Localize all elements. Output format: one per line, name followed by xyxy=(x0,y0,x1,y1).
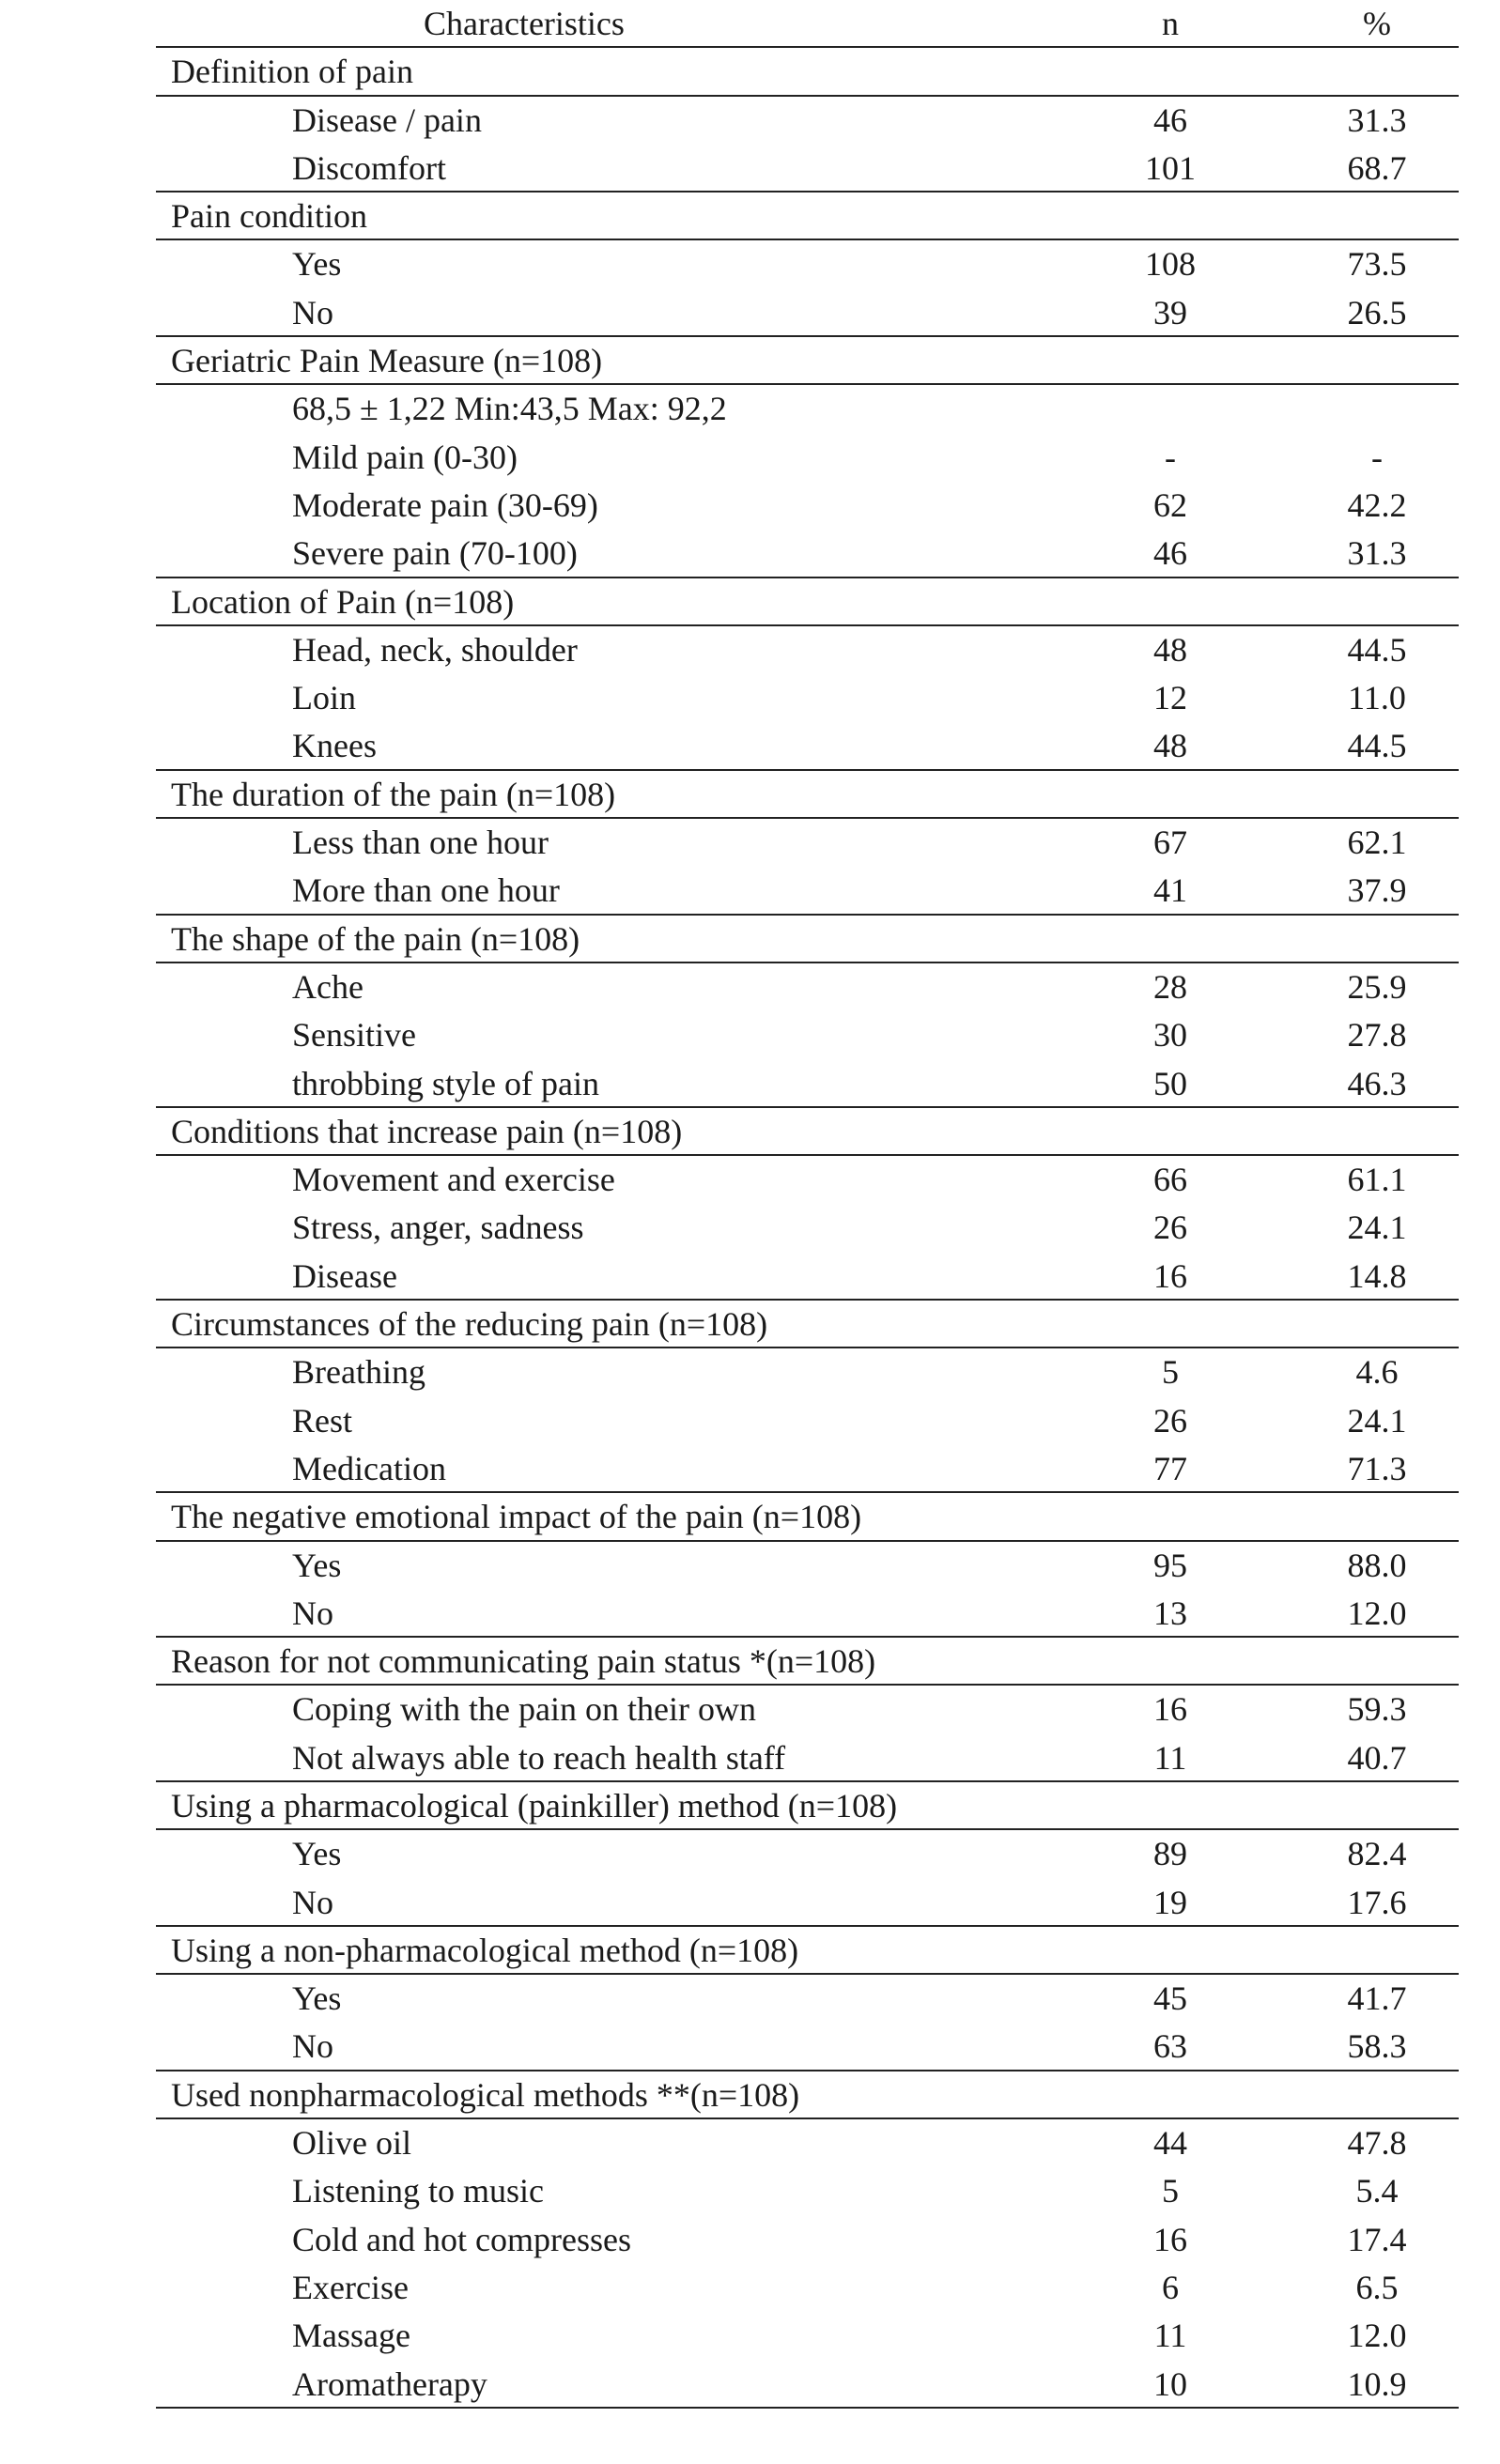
table-row xyxy=(156,530,1459,578)
section-header-row xyxy=(156,2071,1459,2119)
row-label: throbbing style of pain xyxy=(292,1064,599,1102)
row-percent-value: 40.7 xyxy=(1347,1738,1407,1777)
section-title: Using a pharmacological (painkiller) method (n=108) xyxy=(171,1786,898,1825)
row-percent-value: 12.0 xyxy=(1347,1594,1407,1632)
section-header-row xyxy=(156,1927,1459,1975)
row-percent-value: 17.6 xyxy=(1347,1883,1407,1921)
header-characteristics: Characteristics xyxy=(424,5,625,42)
row-label: Sensitive xyxy=(292,1016,416,1055)
row-n-value: 13 xyxy=(1153,1594,1187,1632)
row-label: Exercise xyxy=(292,2268,409,2306)
row-percent-value: 24.1 xyxy=(1347,1401,1407,1440)
row-percent-value: - xyxy=(1371,438,1383,476)
row-label: Mild pain (0-30) xyxy=(292,438,518,476)
table-row xyxy=(156,1011,1459,1059)
section-title: Geriatric Pain Measure (n=108) xyxy=(171,342,603,380)
table-row xyxy=(156,1397,1459,1445)
section-title: Reason for not communicating pain status *(n=108) xyxy=(171,1642,876,1681)
row-label: Not always able to reach health staff xyxy=(292,1738,786,1777)
row-percent-value: 4.6 xyxy=(1355,1353,1399,1392)
row-percent-value: 82.4 xyxy=(1347,1835,1407,1873)
row-label: Listening to music xyxy=(292,2172,544,2210)
table-row xyxy=(156,819,1459,867)
table-row xyxy=(156,482,1459,530)
section-header-row xyxy=(156,1108,1459,1156)
row-percent-value: 61.1 xyxy=(1347,1161,1407,1199)
row-n-value: 10 xyxy=(1153,2364,1187,2403)
row-percent-value: 10.9 xyxy=(1347,2364,1407,2403)
row-percent-value: 17.4 xyxy=(1347,2220,1407,2258)
row-n-value: 46 xyxy=(1153,100,1187,139)
table-row xyxy=(156,434,1459,482)
row-percent-value: 14.8 xyxy=(1347,1256,1407,1295)
table-row xyxy=(156,385,1459,433)
table-row xyxy=(156,1542,1459,1590)
table-row xyxy=(156,289,1459,337)
row-label: Cold and hot compresses xyxy=(292,2220,631,2258)
table-row xyxy=(156,2264,1459,2312)
row-n-value: 39 xyxy=(1153,293,1187,331)
section-title: The duration of the pain (n=108) xyxy=(171,775,616,813)
row-label: Disease xyxy=(292,1256,397,1295)
table-row xyxy=(156,1253,1459,1301)
section-header-row xyxy=(156,1782,1459,1830)
row-label: Rest xyxy=(292,1401,353,1440)
row-percent-value: 24.1 xyxy=(1347,1209,1407,1247)
row-percent-value: 31.3 xyxy=(1347,534,1407,573)
table-row xyxy=(156,867,1459,915)
row-n-value: 11 xyxy=(1153,1738,1187,1777)
section-header-row xyxy=(156,916,1459,963)
row-label: Loin xyxy=(292,679,356,717)
row-label: Ache xyxy=(292,967,363,1006)
row-label: Moderate pain (30-69) xyxy=(292,485,598,524)
row-percent-value: 26.5 xyxy=(1347,293,1407,331)
table-row xyxy=(156,2167,1459,2215)
table-row xyxy=(156,2023,1459,2071)
table-row xyxy=(156,240,1459,288)
pain-characteristics-table xyxy=(156,0,1459,2409)
row-label: Disease / pain xyxy=(292,100,482,139)
row-label: Discomfort xyxy=(292,148,446,187)
row-label: Massage xyxy=(292,2317,410,2355)
table-row xyxy=(156,1060,1459,1108)
table-row xyxy=(156,963,1459,1011)
row-n-value: 28 xyxy=(1153,967,1187,1006)
row-label: No xyxy=(292,293,333,331)
table-row xyxy=(156,1590,1459,1638)
row-label: Knees xyxy=(292,727,377,765)
row-percent-value: 42.2 xyxy=(1347,485,1407,524)
row-label: Stress, anger, sadness xyxy=(292,1209,584,1247)
section-header-row xyxy=(156,48,1459,96)
table-row xyxy=(156,722,1459,770)
row-n-value: 66 xyxy=(1153,1161,1187,1199)
row-label: Olive oil xyxy=(292,2124,411,2163)
row-label: Movement and exercise xyxy=(292,1161,615,1199)
row-n-value: 67 xyxy=(1153,824,1187,862)
row-label: Breathing xyxy=(292,1353,425,1392)
table-body xyxy=(156,48,1459,2409)
table-row xyxy=(156,97,1459,145)
section-title: The shape of the pain (n=108) xyxy=(171,919,580,958)
section-header-row xyxy=(156,1638,1459,1686)
row-n-value: 48 xyxy=(1153,630,1187,669)
section-title: Used nonpharmacological methods **(n=108) xyxy=(171,2075,800,2114)
section-header-row xyxy=(156,578,1459,626)
row-n-value: 16 xyxy=(1153,1256,1187,1295)
table-row xyxy=(156,1156,1459,1204)
row-percent-value: 25.9 xyxy=(1347,967,1407,1006)
section-title: Circumstances of the reducing pain (n=108) xyxy=(171,1305,768,1344)
row-label: Yes xyxy=(292,245,342,284)
header-n: n xyxy=(1162,5,1179,42)
row-n-value: 16 xyxy=(1153,1690,1187,1729)
section-title: Definition of pain xyxy=(171,53,413,91)
table-row xyxy=(156,1686,1459,1733)
row-n-value: 108 xyxy=(1145,245,1196,284)
row-n-value: 12 xyxy=(1153,679,1187,717)
row-n-value: 45 xyxy=(1153,1979,1187,2018)
section-header-row xyxy=(156,771,1459,819)
row-label: Less than one hour xyxy=(292,824,549,862)
row-percent-value: 5.4 xyxy=(1355,2172,1399,2210)
row-percent-value: 73.5 xyxy=(1347,245,1407,284)
table-row xyxy=(156,2216,1459,2264)
row-n-value: 77 xyxy=(1153,1449,1187,1487)
section-header-row xyxy=(156,1493,1459,1541)
row-n-value: 48 xyxy=(1153,727,1187,765)
row-n-value: 62 xyxy=(1153,485,1187,524)
table-row xyxy=(156,2119,1459,2167)
row-label: 68,5 ± 1,22 Min:43,5 Max: 92,2 xyxy=(292,390,727,428)
row-n-value: 46 xyxy=(1153,534,1187,573)
row-percent-value: 27.8 xyxy=(1347,1016,1407,1055)
table-row xyxy=(156,626,1459,674)
section-header-row xyxy=(156,192,1459,240)
row-n-value: 101 xyxy=(1145,148,1196,187)
row-percent-value: 47.8 xyxy=(1347,2124,1407,2163)
table-header xyxy=(156,0,1459,48)
row-n-value: 95 xyxy=(1153,1546,1187,1584)
row-n-value: 16 xyxy=(1153,2220,1187,2258)
row-percent-value: 62.1 xyxy=(1347,824,1407,862)
table-row xyxy=(156,145,1459,192)
row-percent-value: 11.0 xyxy=(1348,679,1406,717)
row-n-value: 19 xyxy=(1153,1883,1187,1921)
row-percent-value: 68.7 xyxy=(1347,148,1407,187)
row-label: Yes xyxy=(292,1979,342,2018)
section-title: Using a non-pharmacological method (n=108) xyxy=(171,1931,799,1969)
row-percent-value: 88.0 xyxy=(1347,1546,1407,1584)
row-n-value: 5 xyxy=(1162,2172,1179,2210)
row-percent-value: 37.9 xyxy=(1347,871,1407,910)
table-row xyxy=(156,2361,1459,2409)
table-row xyxy=(156,1348,1459,1396)
row-percent-value: 41.7 xyxy=(1347,1979,1407,2018)
row-percent-value: 44.5 xyxy=(1347,727,1407,765)
table-row xyxy=(156,1734,1459,1782)
table-row xyxy=(156,2312,1459,2360)
row-n-value: 63 xyxy=(1153,2027,1187,2066)
row-label: Aromatherapy xyxy=(292,2364,487,2403)
table-row xyxy=(156,1975,1459,2023)
row-label: No xyxy=(292,2027,333,2066)
row-n-value: - xyxy=(1165,438,1176,476)
section-title: Pain condition xyxy=(171,197,367,236)
row-label: Severe pain (70-100) xyxy=(292,534,578,573)
row-n-value: 44 xyxy=(1153,2124,1187,2163)
row-percent-value: 31.3 xyxy=(1347,100,1407,139)
table-row xyxy=(156,674,1459,722)
row-n-value: 89 xyxy=(1153,1835,1187,1873)
row-label: Yes xyxy=(292,1546,342,1584)
section-header-row xyxy=(156,1301,1459,1348)
row-label: No xyxy=(292,1883,333,1921)
row-label: Coping with the pain on their own xyxy=(292,1690,756,1729)
row-percent-value: 58.3 xyxy=(1347,2027,1407,2066)
row-label: Head, neck, shoulder xyxy=(292,630,578,669)
row-label: No xyxy=(292,1594,333,1632)
row-percent-value: 59.3 xyxy=(1347,1690,1407,1729)
table-row xyxy=(156,1445,1459,1493)
row-n-value: 41 xyxy=(1153,871,1187,910)
row-n-value: 30 xyxy=(1153,1016,1187,1055)
table-row xyxy=(156,1879,1459,1927)
section-header-row xyxy=(156,337,1459,385)
row-label: Yes xyxy=(292,1835,342,1873)
row-n-value: 50 xyxy=(1153,1064,1187,1102)
row-label: More than one hour xyxy=(292,871,560,910)
section-title: The negative emotional impact of the pain (n=108) xyxy=(171,1498,862,1536)
section-title: Conditions that increase pain (n=108) xyxy=(171,1112,683,1150)
row-n-value: 26 xyxy=(1153,1401,1187,1440)
row-n-value: 5 xyxy=(1162,1353,1179,1392)
row-percent-value: 44.5 xyxy=(1347,630,1407,669)
row-percent-value: 46.3 xyxy=(1347,1064,1407,1102)
row-n-value: 6 xyxy=(1162,2268,1179,2306)
row-percent-value: 12.0 xyxy=(1347,2317,1407,2355)
table-row xyxy=(156,1830,1459,1878)
row-label: Medication xyxy=(292,1449,446,1487)
row-n-value: 11 xyxy=(1153,2317,1187,2355)
row-percent-value: 6.5 xyxy=(1355,2268,1399,2306)
table-row xyxy=(156,1204,1459,1252)
row-percent-value: 71.3 xyxy=(1347,1449,1407,1487)
header-percent: % xyxy=(1363,5,1391,42)
row-n-value: 26 xyxy=(1153,1209,1187,1247)
section-title: Location of Pain (n=108) xyxy=(171,582,515,621)
